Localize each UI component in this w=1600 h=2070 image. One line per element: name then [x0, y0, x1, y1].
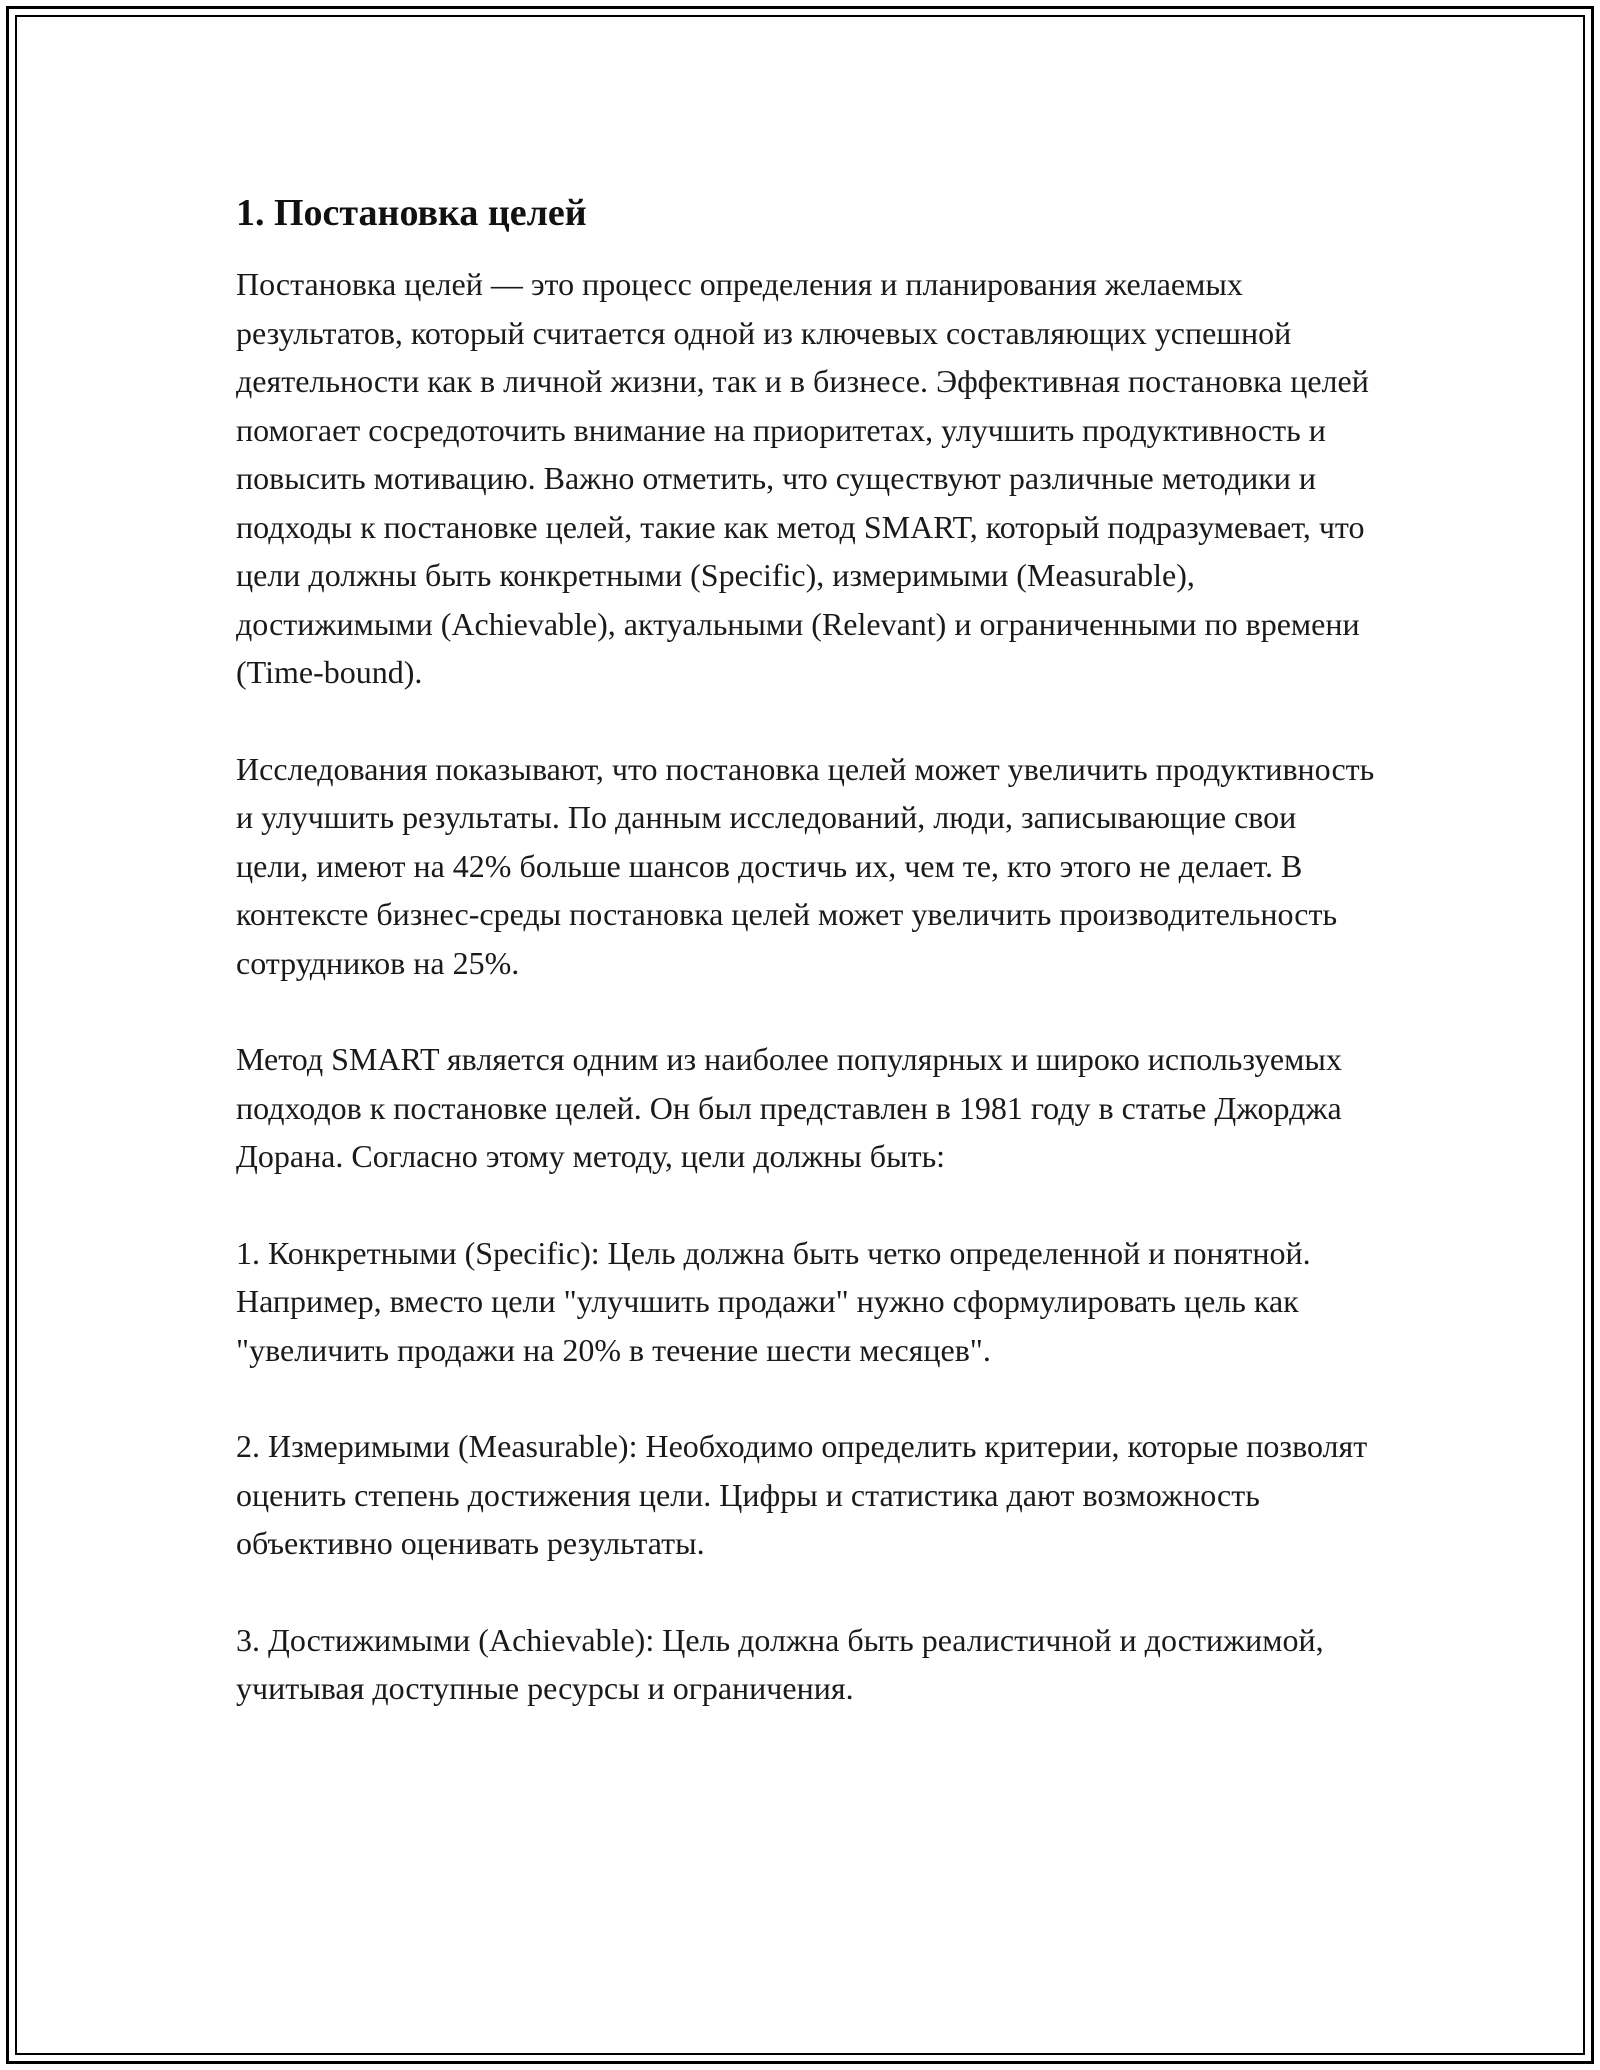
- list-item-measurable: 2. Измеримыми (Measurable): Необходимо определить критерии, которые позволят оценить степень достижения цели. Цифры и статистика дают возможность объективно оценивать результаты.: [236, 1428, 1368, 1561]
- paragraph-research: Исследования показывают, что постановка целей может увеличить продуктивность и улучшить результаты. По данным исследований, люди, записывающие свои цели, имеют на 42% больше шансов достичь их, чем те, кто этого не делает. В контексте бизнес-среды постановка целей может увеличить производительность сотрудников на 25%.: [236, 750, 1375, 981]
- section-title: 1. Постановка целей: [236, 192, 587, 234]
- list-item-achievable: 3. Достижимыми (Achievable): Цель должна быть реалистичной и достижимой, учитывая доступные ресурсы и ограничения.: [236, 1621, 1324, 1706]
- paragraph-intro: Постановка целей — это процесс определения и планирования желаемых результатов, который считается одной из ключевых составляющих успешной деятельности как в личной жизни, так и в бизнесе. Эффективная постановка целей помогает сосредоточить внимание на приоритетах, улучшить продуктивность и повысить мотивацию. Важно отметить, что существуют различные методики и подходы к постановке целей, такие как метод SMART, который подразумевает, что цели должны быть конкретными (Specific), измеримыми (Measurable), достижимыми (Achievable), актуальными (Relevant) и ограниченными по времени (Time-bound).: [236, 266, 1369, 690]
- document-body: [236, 188, 1376, 1713]
- paragraph-smart-method: Метод SMART является одним из наиболее популярных и широко используемых подходов к постановке целей. Он был представлен в 1981 году в статье Джорджа Дорана. Согласно этому методу, цели должны быть:: [236, 1041, 1342, 1174]
- list-item-specific: 1. Конкретными (Specific): Цель должна быть четко определенной и понятной. Например, вместо цели "улучшить продажи" нужно сформулировать цель как "увеличить продажи на 20% в течение шести месяцев".: [236, 1234, 1311, 1368]
